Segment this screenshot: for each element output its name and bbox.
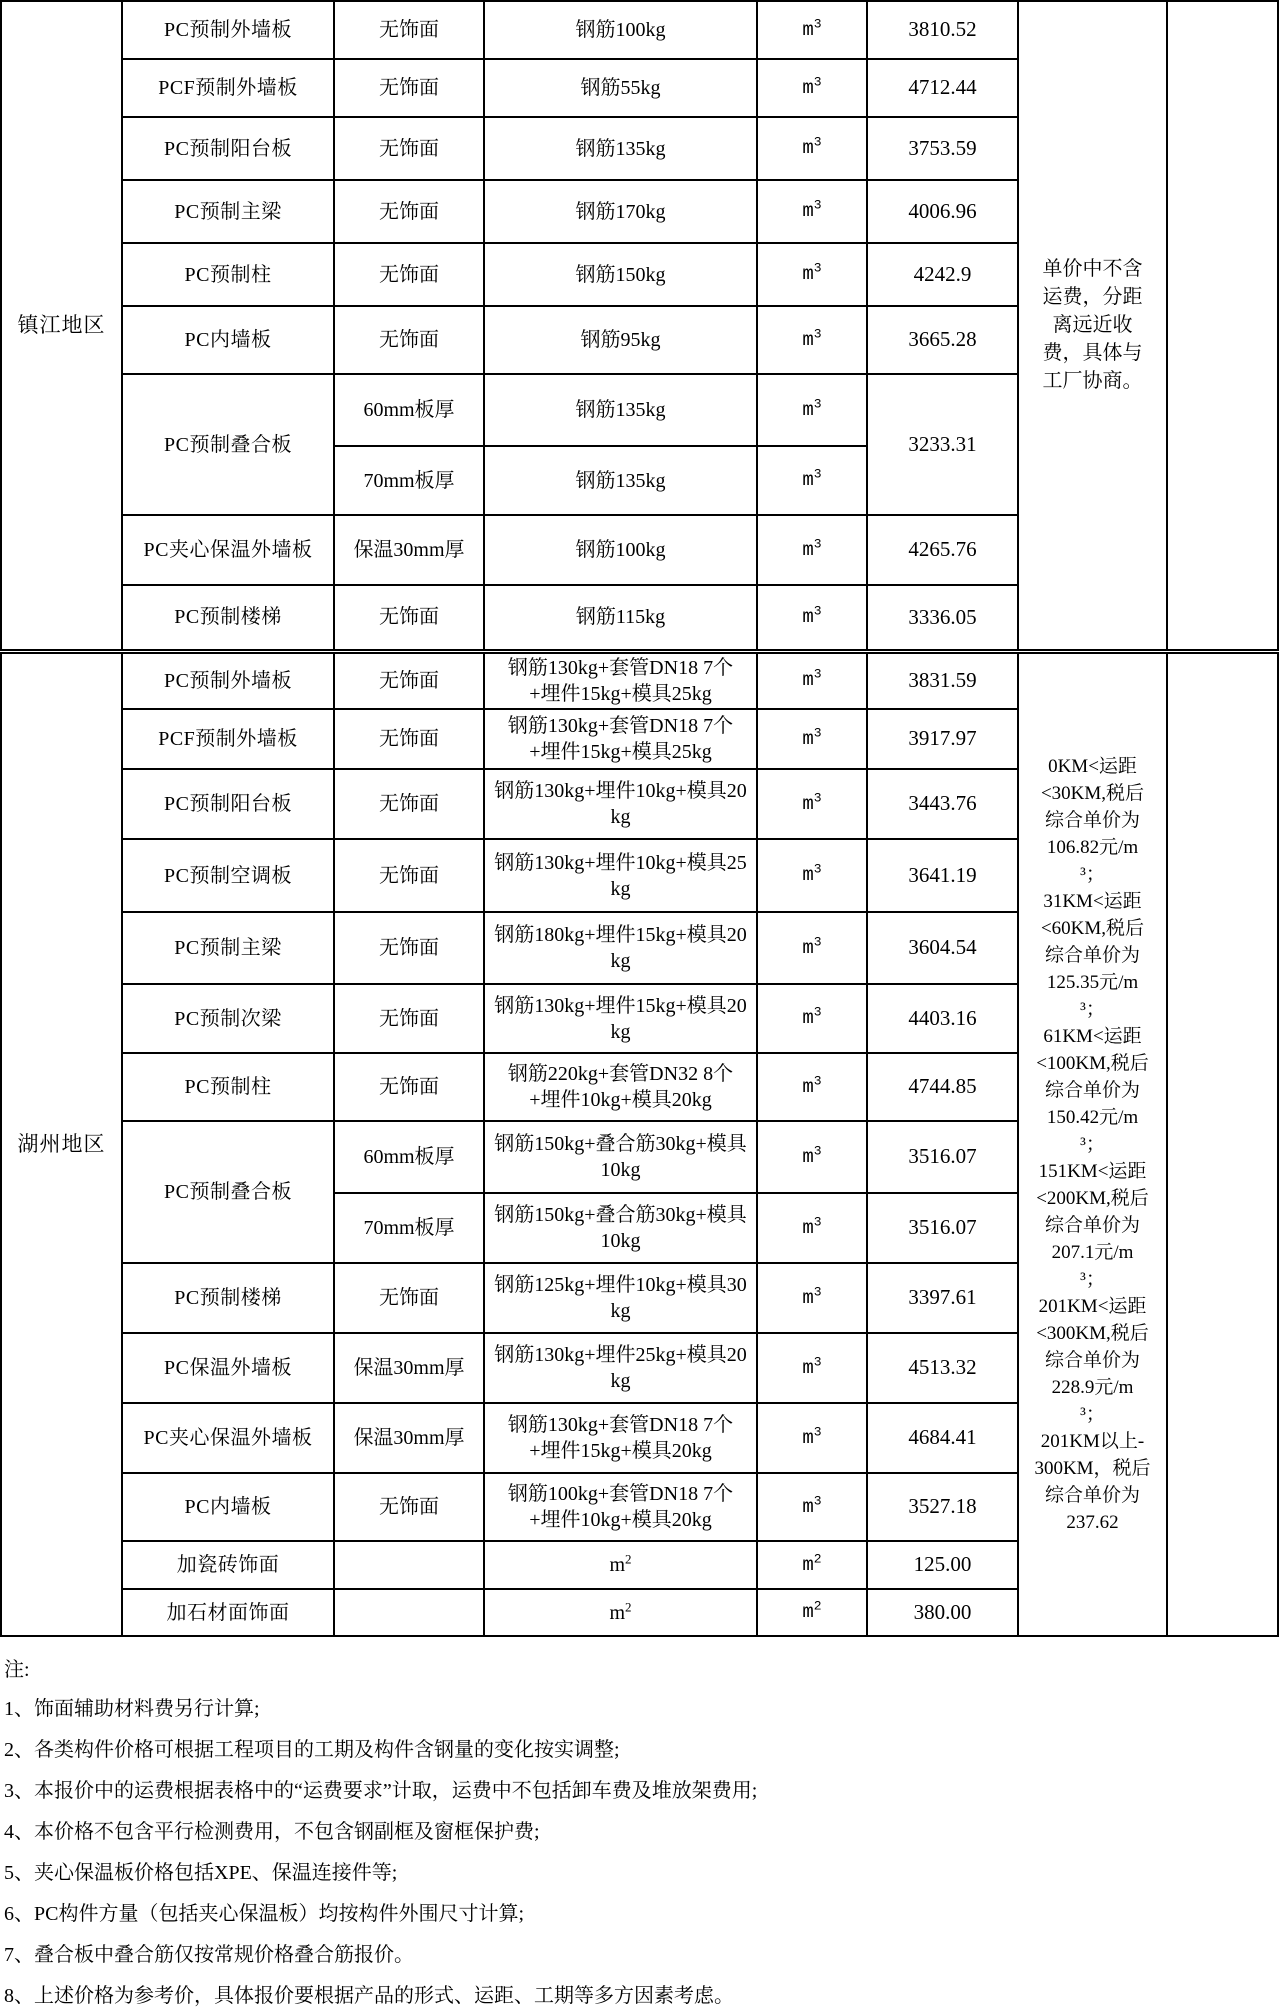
unit-base: m: [802, 1145, 814, 1168]
finish-cell: 无饰面: [334, 709, 484, 769]
unit-base: m: [802, 727, 814, 750]
price-cell: 4712.44: [867, 59, 1018, 117]
freight-note-line: 150.42元/m: [1046, 1106, 1139, 1128]
price-cell: 4744.85: [867, 1053, 1018, 1121]
unit-sup: 3: [813, 74, 822, 90]
component-name: PC预制叠合板: [122, 1121, 334, 1263]
unit-base: m: [802, 469, 814, 492]
price-cell: 4242.9: [867, 243, 1018, 306]
unit-base: m: [802, 1553, 814, 1576]
spec-cell: 钢筋130kg+埋件10kg+模具25kg: [484, 839, 757, 912]
price-cell: 3233.31: [867, 374, 1018, 515]
freight-note-line: ³；: [1080, 1403, 1105, 1425]
price-cell: 3516.07: [867, 1193, 1018, 1263]
freight-note-line: <200KM,税后: [1036, 1187, 1149, 1209]
price-cell: 4403.16: [867, 984, 1018, 1053]
unit-sup: 3: [813, 396, 822, 412]
spec-cell: 钢筋130kg+埋件25kg+模具20kg: [484, 1333, 757, 1403]
unit-sup: 3: [813, 1073, 822, 1089]
price-cell: 380.00: [867, 1589, 1018, 1636]
price-cell: 3810.52: [867, 1, 1018, 59]
component-name: PC预制阳台板: [122, 769, 334, 839]
freight-note-line: ³；: [1080, 863, 1105, 885]
price-cell: 3641.19: [867, 839, 1018, 912]
freight-note-line: 综合单价为: [1044, 1349, 1140, 1371]
spec-cell: 钢筋130kg+套管DN18 7个+埋件15kg+模具25kg: [484, 651, 757, 709]
unit-cell: [757, 374, 867, 446]
unit-cell: [757, 306, 867, 374]
region-label: 镇江地区: [1, 1, 122, 651]
spec-cell: [484, 1589, 757, 1636]
freight-note-line: 201KM<运距: [1038, 1295, 1147, 1317]
unit-cell: [757, 1473, 867, 1541]
price-cell: 3527.18: [867, 1473, 1018, 1541]
freight-note-line: 151KM<运距: [1038, 1160, 1147, 1182]
unit-cell: [757, 839, 867, 912]
freight-note-line: 201KM以上-: [1040, 1430, 1145, 1452]
finish-cell: 保温30mm厚: [334, 515, 484, 585]
unit-cell: [757, 1053, 867, 1121]
unit-cell: [757, 984, 867, 1053]
unit-cell: [757, 709, 867, 769]
freight-note-line: <60KM,税后: [1040, 917, 1145, 939]
spec-cell: 钢筋130kg+套管DN18 7个+埋件15kg+模具25kg: [484, 709, 757, 769]
spec-cell: 钢筋135kg: [484, 374, 757, 446]
freight-note-line: 综合单价为: [1044, 1079, 1140, 1101]
freight-note-line: 61KM<运距: [1043, 1025, 1142, 1047]
component-name: 加石材面饰面: [122, 1589, 334, 1636]
note-item-4: 4、本价格不包含平行检测费用，不包含钢副框及窗框保护费;: [4, 1821, 540, 1843]
freight-note-line: 运费，分距: [1042, 286, 1143, 309]
unit-sup: 3: [813, 326, 822, 342]
table-row: [1, 651, 1278, 709]
unit-sup: 2: [813, 1551, 822, 1567]
component-name: PC预制主梁: [122, 912, 334, 984]
unit-sup: 3: [813, 1284, 822, 1300]
component-name: PC内墙板: [122, 306, 334, 374]
unit-cell: [757, 1403, 867, 1473]
unit-sup: 3: [813, 1493, 822, 1509]
finish-cell: 无饰面: [334, 243, 484, 306]
unit-sup: 3: [813, 1214, 822, 1230]
spec-cell: [484, 1541, 757, 1589]
region-label: 湖州地区: [1, 651, 122, 1636]
unit-base: m: [802, 1075, 814, 1098]
unit-cell: [757, 1333, 867, 1403]
spec-cell: 钢筋100kg: [484, 1, 757, 59]
spec-cell: 钢筋220kg+套管DN32 8个+埋件10kg+模具20kg: [484, 1053, 757, 1121]
freight-note-line: 综合单价为: [1044, 944, 1140, 966]
unit-base: m: [802, 1286, 814, 1309]
freight-note-line: 综合单价为: [1044, 1484, 1140, 1506]
price-cell: 4684.41: [867, 1403, 1018, 1473]
unit-sup: 3: [813, 861, 822, 877]
unit-sup: 3: [813, 1143, 822, 1159]
price-cell: 3336.05: [867, 585, 1018, 651]
note-item-3: 3、本报价中的运费根据表格中的“运费要求”计取，运费中不包括卸车费及堆放架费用;: [4, 1780, 758, 1802]
freight-note-line: 228.9元/m: [1051, 1376, 1134, 1398]
price-cell: 3604.54: [867, 912, 1018, 984]
unit-sup: 2: [813, 1598, 822, 1614]
component-name: PC预制主梁: [122, 180, 334, 243]
finish-cell: 保温30mm厚: [334, 1403, 484, 1473]
finish-cell: 60mm板厚: [334, 1121, 484, 1193]
spec-unit-base: m: [609, 1554, 626, 1576]
note-item-5: 5、夹心保温板价格包括XPE、保温连接件等;: [4, 1862, 398, 1884]
finish-cell: 无饰面: [334, 59, 484, 117]
price-cell: 125.00: [867, 1541, 1018, 1589]
note-item-1: 1、饰面辅助材料费另行计算;: [4, 1698, 260, 1720]
price-cell: 3753.59: [867, 117, 1018, 180]
spec-cell: 钢筋130kg+套管DN18 7个+埋件15kg+模具20kg: [484, 1403, 757, 1473]
unit-cell: [757, 585, 867, 651]
freight-note-line: 125.35元/m: [1046, 971, 1139, 993]
spec-cell: 钢筋100kg: [484, 515, 757, 585]
unit-cell: [757, 651, 867, 709]
component-name: PC预制楼梯: [122, 1263, 334, 1333]
notes-section: [4, 1653, 1280, 2010]
unit-base: m: [802, 263, 814, 286]
unit-cell: [757, 1263, 867, 1333]
finish-cell: 无饰面: [334, 180, 484, 243]
unit-sup: 3: [813, 725, 822, 741]
unit-sup: 3: [813, 260, 822, 276]
unit-sup: 3: [813, 1424, 822, 1440]
finish-cell: 无饰面: [334, 912, 484, 984]
finish-cell: 无饰面: [334, 769, 484, 839]
unit-cell: [757, 446, 867, 515]
component-name: PC夹心保温外墙板: [122, 515, 334, 585]
freight-note-line: 207.1元/m: [1051, 1241, 1134, 1263]
price-cell: 4265.76: [867, 515, 1018, 585]
finish-cell: 60mm板厚: [334, 374, 484, 446]
note-item-2: 2、各类构件价格可根据工程项目的工期及构件含钢量的变化按实调整;: [4, 1739, 620, 1761]
freight-note-line: 综合单价为: [1044, 809, 1140, 831]
freight-note-line: 工厂协商。: [1042, 370, 1143, 393]
price-table-body: [1, 1, 1278, 1636]
price-cell: 4513.32: [867, 1333, 1018, 1403]
unit-base: m: [802, 1007, 814, 1030]
note-item-7: 7、叠合板中叠合筋仅按常规价格叠合筋报价。: [4, 1944, 414, 1966]
component-name: PC预制楼梯: [122, 585, 334, 651]
unit-base: m: [802, 538, 814, 561]
freight-note-line: <300KM,税后: [1036, 1322, 1149, 1344]
unit-sup: 3: [813, 466, 822, 482]
finish-cell: 无饰面: [334, 306, 484, 374]
unit-base: m: [802, 936, 814, 959]
freight-note-line: 237.62: [1066, 1511, 1119, 1533]
freight-note-line: 300KM，税后: [1034, 1457, 1151, 1479]
unit-sup: 3: [813, 667, 822, 683]
component-name: 加瓷砖饰面: [122, 1541, 334, 1589]
finish-cell: 保温30mm厚: [334, 1333, 484, 1403]
spec-cell: 钢筋55kg: [484, 59, 757, 117]
unit-cell: [757, 769, 867, 839]
unit-sup: 3: [813, 134, 822, 150]
finish-cell: 无饰面: [334, 1263, 484, 1333]
freight-note-cell: [1018, 651, 1167, 1636]
unit-sup: 3: [813, 603, 822, 619]
table-row: [1, 1, 1278, 59]
freight-note-line: ³；: [1080, 1268, 1105, 1290]
price-cell: 3831.59: [867, 651, 1018, 709]
freight-note-line: ³；: [1080, 998, 1105, 1020]
price-cell: 3516.07: [867, 1121, 1018, 1193]
component-name: PC夹心保温外墙板: [122, 1403, 334, 1473]
unit-base: m: [802, 605, 814, 628]
unit-cell: [757, 1121, 867, 1193]
spec-cell: 钢筋100kg+套管DN18 7个+埋件10kg+模具20kg: [484, 1473, 757, 1541]
unit-sup: 3: [813, 1004, 822, 1020]
unit-base: m: [802, 1426, 814, 1449]
component-name: PC预制空调板: [122, 839, 334, 912]
price-cell: 4006.96: [867, 180, 1018, 243]
spec-cell: 钢筋115kg: [484, 585, 757, 651]
freight-note-line: 费，具体与: [1042, 342, 1143, 365]
spec-cell: 钢筋150kg+叠合筋30kg+模具10kg: [484, 1193, 757, 1263]
spec-cell: 钢筋135kg: [484, 446, 757, 515]
finish-cell: 无饰面: [334, 1, 484, 59]
spec-cell: 钢筋170kg: [484, 180, 757, 243]
unit-base: m: [802, 398, 814, 421]
freight-note-line: ³；: [1080, 1133, 1105, 1155]
finish-cell: 无饰面: [334, 1053, 484, 1121]
note-item-8: 8、上述价格为参考价，具体报价要根据产品的形式、运距、工期等多方因素考虑。: [4, 1985, 734, 2007]
component-name: PC预制柱: [122, 1053, 334, 1121]
unit-cell: [757, 1, 867, 59]
finish-cell: [334, 1589, 484, 1636]
unit-cell: [757, 243, 867, 306]
freight-note-line: 31KM<运距: [1043, 890, 1142, 912]
finish-cell: 无饰面: [334, 984, 484, 1053]
freight-note-line: <30KM,税后: [1040, 782, 1145, 804]
spec-cell: 钢筋130kg+埋件15kg+模具20kg: [484, 984, 757, 1053]
freight-note-line: 106.82元/m: [1046, 836, 1139, 858]
spec-unit-sup: 2: [625, 1598, 632, 1614]
spec-unit-sup: 2: [625, 1551, 632, 1567]
unit-cell: [757, 180, 867, 243]
unit-sup: 3: [813, 197, 822, 213]
unit-sup: 3: [813, 536, 822, 552]
unit-cell: [757, 912, 867, 984]
component-name: PC预制叠合板: [122, 374, 334, 515]
freight-note-line: 0KM<运距: [1048, 755, 1137, 777]
component-name: PC内墙板: [122, 1473, 334, 1541]
unit-cell: [757, 515, 867, 585]
unit-base: m: [802, 864, 814, 887]
unit-sup: 3: [813, 1354, 822, 1370]
finish-cell: 70mm板厚: [334, 446, 484, 515]
unit-cell: [757, 1541, 867, 1589]
unit-sup: 3: [813, 16, 822, 32]
freight-note-line: 单价中不含: [1042, 258, 1143, 281]
unit-cell: [757, 1193, 867, 1263]
unit-cell: [757, 1589, 867, 1636]
finish-cell: 无饰面: [334, 1473, 484, 1541]
component-name: PCF预制外墙板: [122, 709, 334, 769]
empty-cell: [1167, 1, 1278, 651]
unit-base: m: [802, 792, 814, 815]
unit-base: m: [802, 1356, 814, 1379]
price-cell: 3665.28: [867, 306, 1018, 374]
spec-cell: 钢筋150kg+叠合筋30kg+模具10kg: [484, 1121, 757, 1193]
unit-base: m: [802, 328, 814, 351]
unit-base: m: [802, 18, 814, 41]
spec-cell: 钢筋130kg+埋件10kg+模具20kg: [484, 769, 757, 839]
unit-sup: 3: [813, 790, 822, 806]
freight-note-line: 离远近收: [1052, 314, 1133, 337]
component-name: PC预制外墙板: [122, 651, 334, 709]
component-name: PC预制外墙板: [122, 1, 334, 59]
freight-note-line: <100KM,税后: [1036, 1052, 1149, 1074]
unit-cell: [757, 117, 867, 180]
component-name: PC预制阳台板: [122, 117, 334, 180]
spec-cell: 钢筋150kg: [484, 243, 757, 306]
price-cell: 3917.97: [867, 709, 1018, 769]
component-name: PC预制柱: [122, 243, 334, 306]
unit-base: m: [802, 200, 814, 223]
spec-cell: 钢筋95kg: [484, 306, 757, 374]
unit-base: m: [802, 76, 814, 99]
spec-cell: 钢筋135kg: [484, 117, 757, 180]
unit-base: m: [802, 669, 814, 692]
component-name: PC保温外墙板: [122, 1333, 334, 1403]
unit-base: m: [802, 137, 814, 160]
unit-sup: 3: [813, 934, 822, 950]
price-cell: 3397.61: [867, 1263, 1018, 1333]
component-name: PCF预制外墙板: [122, 59, 334, 117]
freight-note-cell: [1018, 1, 1167, 651]
finish-cell: 无饰面: [334, 839, 484, 912]
spec-cell: 钢筋125kg+埋件10kg+模具30kg: [484, 1263, 757, 1333]
component-name: PC预制次梁: [122, 984, 334, 1053]
finish-cell: 无饰面: [334, 651, 484, 709]
freight-note-line: 综合单价为: [1044, 1214, 1140, 1236]
empty-cell: [1167, 651, 1278, 1636]
unit-base: m: [802, 1216, 814, 1239]
note-item-6: 6、PC构件方量（包括夹心保温板）均按构件外围尺寸计算;: [4, 1903, 525, 1925]
spec-unit-base: m: [609, 1601, 626, 1624]
unit-base: m: [802, 1495, 814, 1518]
spec-cell: 钢筋180kg+埋件15kg+模具20kg: [484, 912, 757, 984]
unit-cell: [757, 59, 867, 117]
notes-title: 注:: [4, 1659, 30, 1681]
finish-cell: [334, 1541, 484, 1589]
finish-cell: 70mm板厚: [334, 1193, 484, 1263]
finish-cell: 无饰面: [334, 585, 484, 651]
price-cell: 3443.76: [867, 769, 1018, 839]
unit-base: m: [802, 1601, 814, 1624]
finish-cell: 无饰面: [334, 117, 484, 180]
